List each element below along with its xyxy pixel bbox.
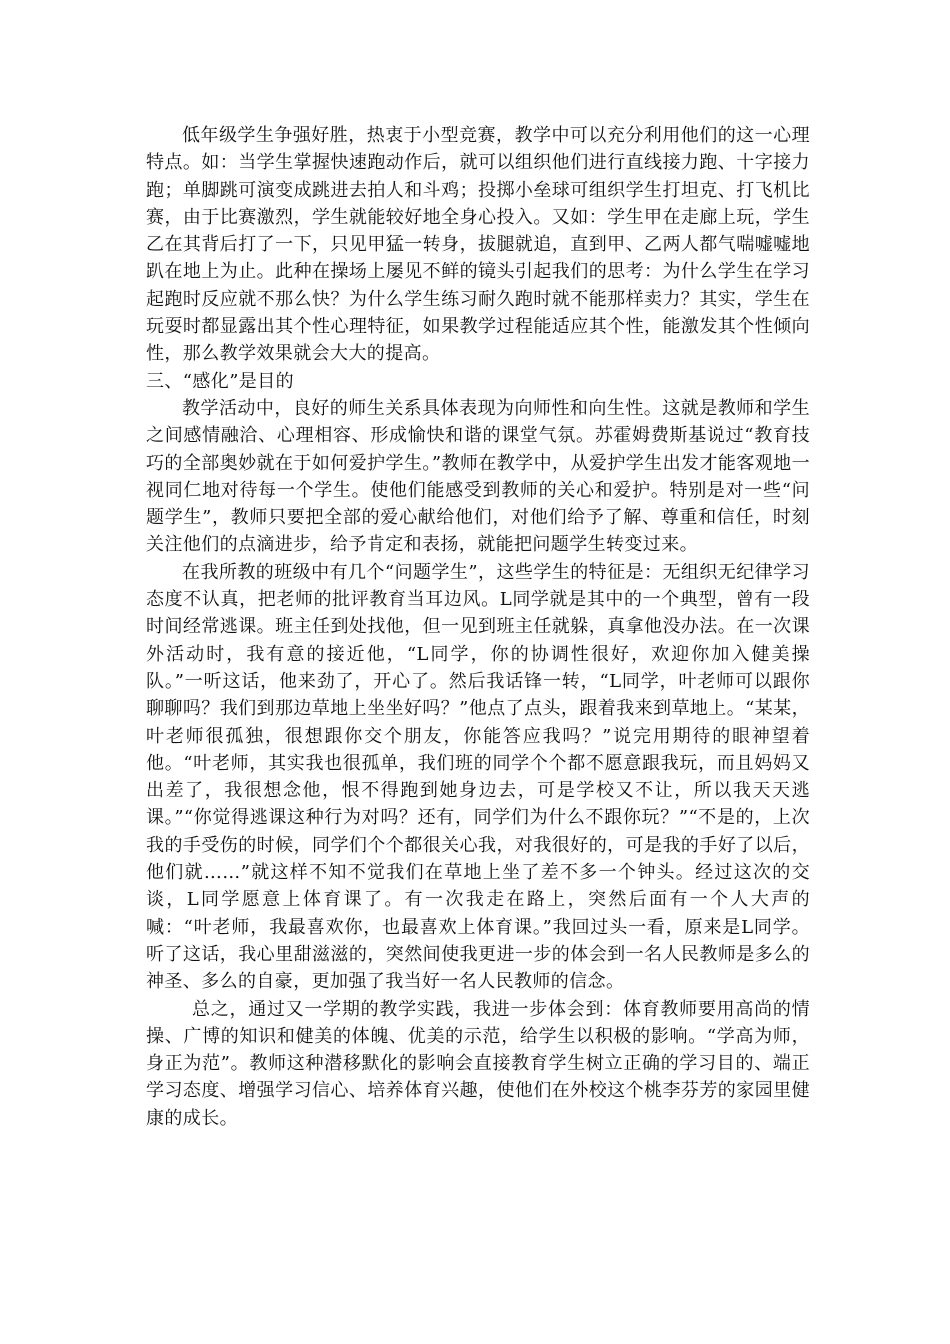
paragraph-competition: 低年级学生争强好胜，热衷于小型竞赛，教学中可以充分利用他们的这一心理特点。如：当学生掌握快速跑动作后，就可以组织他们进行直线接力跑、十字接力跑；单脚跳可演变成跳进去拍人和斗鸡；投掷小垒球可组织学生打坦克、打飞机比赛，由于比赛激烈，学生就能较好地全身心投入。又如：学生甲在走廊上玩，学生乙在其背后打了一下，只见甲猛一转身，拔腿就追，直到甲、乙两人都气喘嘘嘘地趴在地上为止。此种在操场上屡见不鲜的镜头引起我们的思考：为什么学生在学习起跑时反应就不那么快？为什么学生练习耐久跑时就不能那样卖力？其实，学生在玩耍时都显露出其个性心理特征，如果教学过程能适应其个性，能激发其个性倾向性，那么教学效果就会大大的提高。 — [146, 125, 810, 365]
section-heading-influence: 三、“感化”是目的 — [146, 370, 295, 392]
document-body — [146, 122, 810, 1132]
paragraph-problem-student-story: 在我所教的班级中有几个“问题学生”，这些学生的特征是：无组织无纪律学习态度不认真，把老师的批评教育当耳边风。L同学就是其中的一个典型，曾有一段时间经常逃课。班主任到处找他，但一见到班主任就躲，真拿他没办法。在一次课外活动时，我有意的接近他，“L同学，你的协调性很好，欢迎你加入健美操队。”一听这话，他来劲了，开心了。然后我话锋一转，“L同学，叶老师可以跟你聊聊吗？我们到那边草地上坐坐好吗？”他点了点头，跟着我来到草地上。“某某，叶老师很孤独，很想跟你交个朋友，你能答应我吗？”说完用期待的眼神望着他。“叶老师，其实我也很孤单，我们班的同学个个都不愿意跟我玩，而且妈妈又出差了，我很想念他，恨不得跑到她身边去，可是学校又不让，所以我天天逃课。”“你觉得逃课这种行为对吗？还有，同学们为什么不跟你玩？”“不是的，上次我的手受伤的时候，同学们个个都很关心我，对我很好的，可是我的手好了以后，他们就……”就这样不知不觉我们在草地上坐了差不多一个钟头。经过这次的交谈，L同学愿意上体育课了。有一次我走在路上，突然后面有一个人大声的喊：“叶老师，我最喜欢你，也最喜欢上体育课。”我回过头一看，原来是L同学。听了这话，我心里甜滋滋的，突然间使我更进一步的体会到一名人民教师是多么的神圣、多么的自豪，更加强了我当好一名人民教师的信念。 — [146, 561, 810, 993]
paragraph-conclusion: 总之，通过又一学期的教学实践，我进一步体会到：体育教师要用高尚的情操、广博的知识和健美的体魄、优美的示范，给学生以积极的影响。“学高为师，身正为范”。教师这种潜移默化的影响会直接教育学生树立正确的学习目的、端正学习态度、增强学习信心、培养体育兴趣，使他们在外校这个桃李芬芳的家园里健康的成长。 — [146, 998, 810, 1129]
paragraph-teacher-student-relation: 教学活动中，良好的师生关系具体表现为向师性和向生性。这就是教师和学生之间感情融洽、心理相容、形成愉快和谐的课堂气氛。苏霍姆费斯基说过“教育技巧的全部奥妙就在于如何爱护学生。”教师在教学中，从爱护学生出发才能客观地一视同仁地对待每一个学生。使他们能感受到教师的关心和爱护。特别是对一些“问题学生”，教师只要把全部的爱心献给他们，对他们给予了解、尊重和信任，时刻关注他们的点滴进步，给予肯定和表扬，就能把问题学生转变过来。 — [146, 397, 810, 556]
